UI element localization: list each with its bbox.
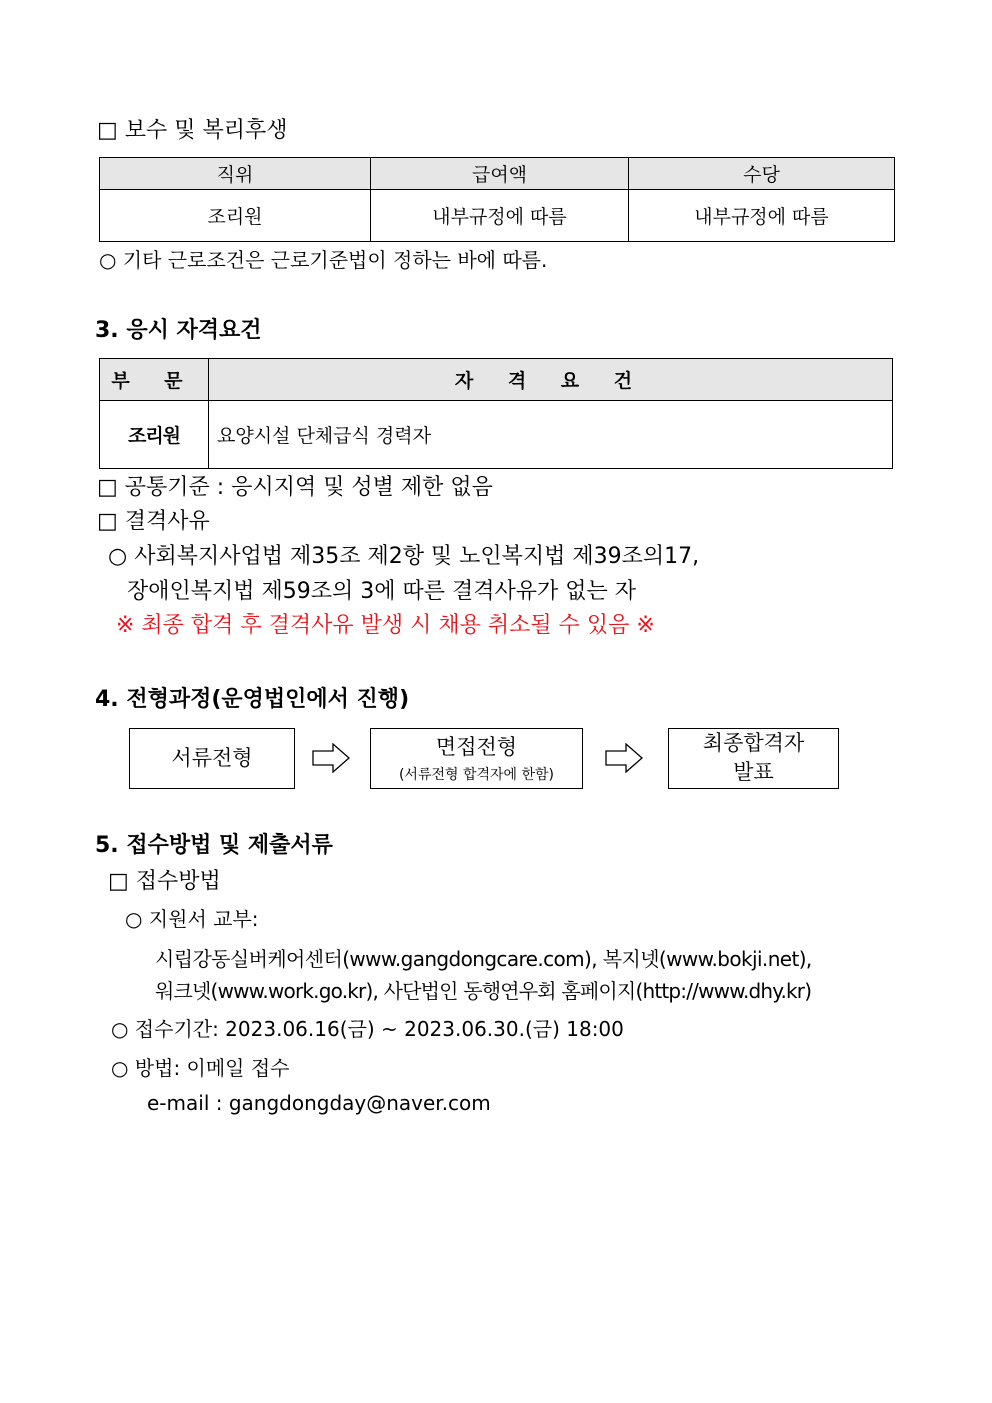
qualification-table: [99, 358, 893, 469]
table-cell: 내부규정에 따름: [629, 190, 895, 242]
disqualification-heading: □ 결격사유: [97, 509, 210, 534]
section5-title: 5. 접수방법 및 제출서류: [95, 833, 333, 858]
step-final-announcement: [668, 728, 839, 789]
table-cell: 내부규정에 따름: [371, 190, 629, 242]
arrow-right-icon: [605, 743, 643, 773]
step-interview: [370, 728, 583, 789]
step-note: (서류전형 합격자에 한함): [398, 767, 555, 783]
method-heading: □ 접수방법: [108, 869, 221, 894]
arrow-right-icon: [312, 743, 350, 773]
table-cell: 조리원: [100, 401, 209, 469]
distribution-sites-line-2: 워크넷(www.work.go.kr), 사단법인 동행연우회 홈페이지(http://www.dhy.kr): [155, 979, 812, 1003]
application-method: ○ 방법: 이메일 접수: [111, 1056, 290, 1080]
step-label: 서류전형: [171, 746, 253, 770]
table-header-cell: 직위: [100, 158, 371, 190]
benefits-heading: □ 보수 및 복리후생: [97, 118, 288, 143]
section4-title: 4. 전형과정(운영법인에서 진행): [95, 687, 410, 712]
table-header-cell: 수당: [629, 158, 895, 190]
application-form-label: ○ 지원서 교부:: [125, 907, 259, 931]
table-header-cell: 급여액: [371, 158, 629, 190]
disqualification-line-1: ○ 사회복지사업법 제35조 제2항 및 노인복지법 제39조의17,: [108, 544, 700, 569]
table-cell: 요양시설 단체급식 경력자: [209, 401, 893, 469]
distribution-sites-line-1: 시립강동실버케어센터(www.gangdongcare.com), 복지넷(www.bokji.net),: [155, 947, 812, 971]
common-criteria: □ 공통기준 : 응시지역 및 성별 제한 없음: [97, 475, 493, 500]
table-header-cell: 자 격 요 건: [209, 359, 893, 401]
step-label: 면접전형: [435, 735, 518, 759]
section3-title: 3. 응시 자격요건: [95, 318, 262, 343]
salary-table: [99, 157, 895, 242]
table-header-cell: 부 문: [100, 359, 209, 401]
table-cell: 조리원: [100, 190, 371, 242]
step-document-screening: [129, 728, 295, 789]
work-conditions-note: ○ 기타 근로조건은 근로기준법이 정하는 바에 따름.: [99, 248, 548, 272]
step-label: 최종합격자: [702, 731, 805, 755]
step-label: 발표: [733, 760, 774, 784]
contact-email: e-mail : gangdongday@naver.com: [147, 1091, 491, 1115]
disqualification-line-2: 장애인복지법 제59조의 3에 따른 결격사유가 없는 자: [127, 579, 636, 604]
application-period: ○ 접수기간: 2023.06.16(금) ~ 2023.06.30.(금) 18:00: [111, 1017, 624, 1041]
cancellation-warning: ※ 최종 합격 후 결격사유 발생 시 채용 취소될 수 있음 ※: [116, 613, 655, 638]
